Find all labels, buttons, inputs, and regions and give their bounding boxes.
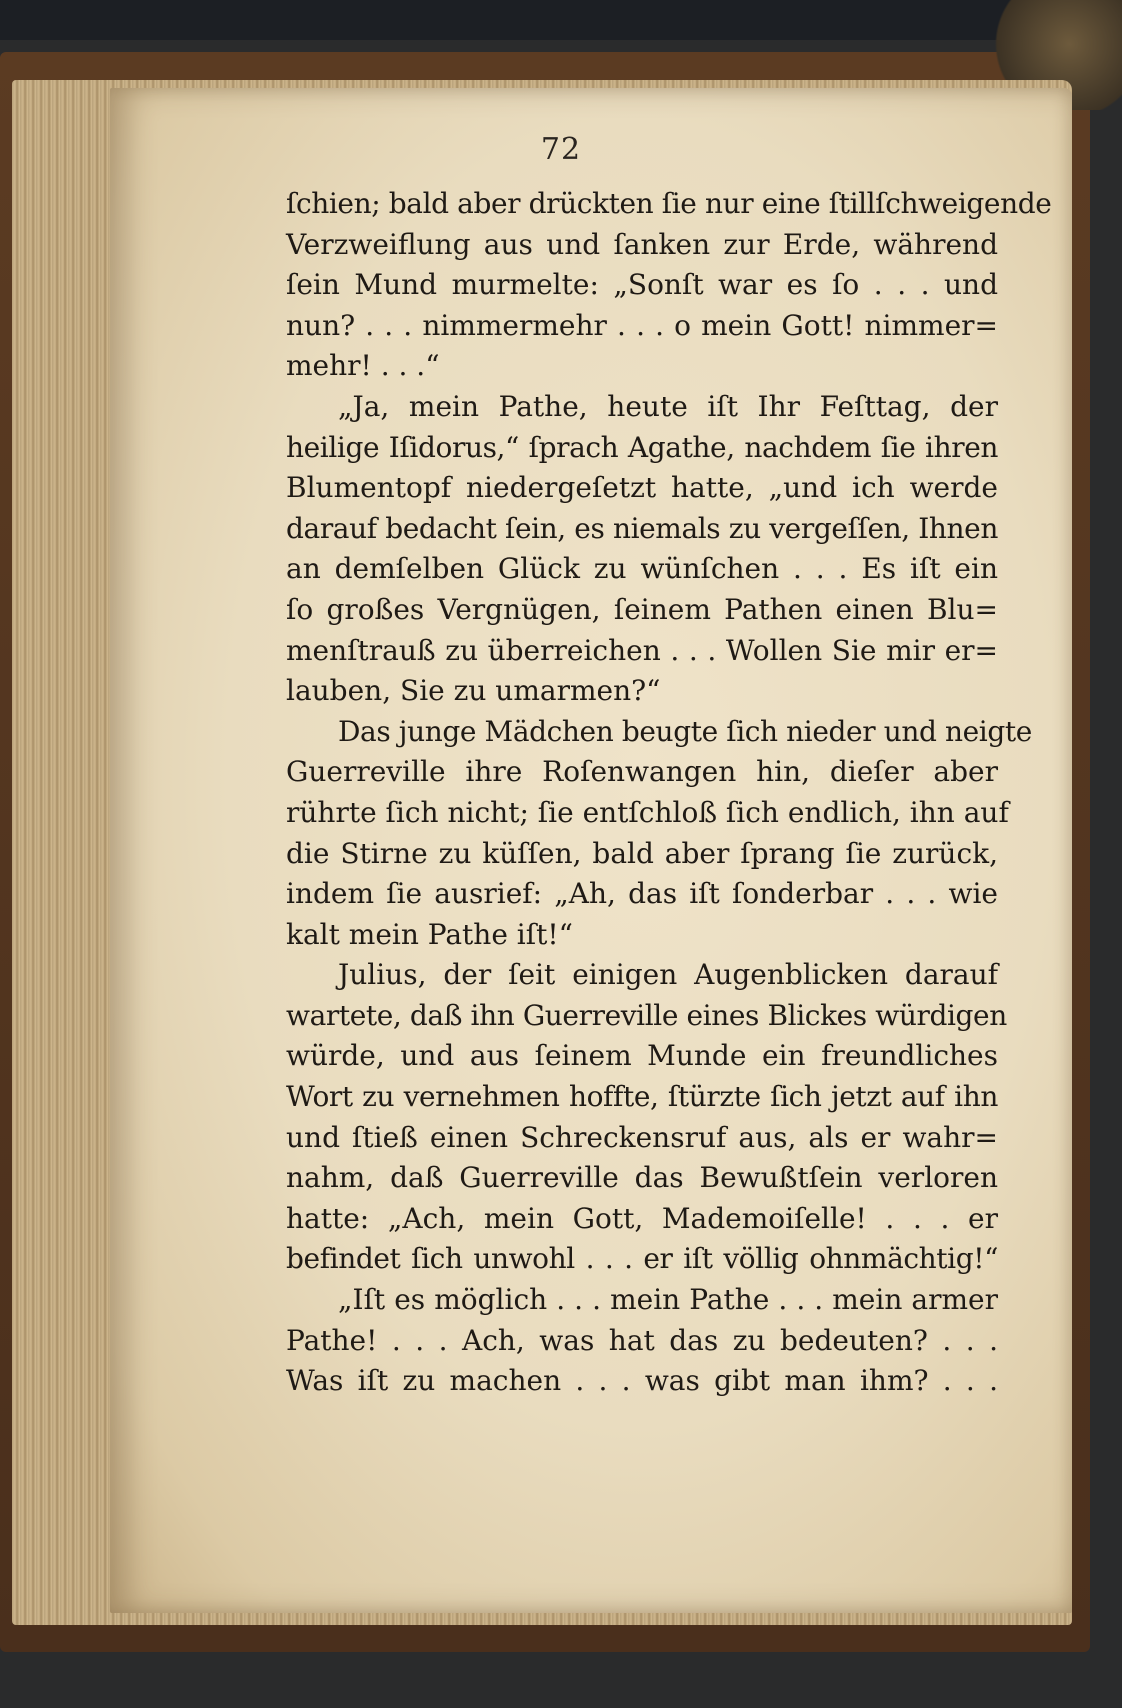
text-line: Das junge Mädchen beugte ſich nieder und neigte	[338, 714, 1032, 748]
text-line: Wort zu vernehmen hoffte, ſtürzte ſich jetzt auf ihn	[286, 1080, 998, 1114]
text-line: nahm, daß Guerreville das Bewußtſein verloren	[286, 1161, 998, 1195]
text-line: rührte ſich nicht; ſie entſchloß ſich endlich, ihn auf	[286, 795, 1009, 829]
text-line: Julius, der ſeit einigen Augenblicken darauf	[338, 958, 998, 992]
text-line: befindet ſich unwohl . . . er iſt völlig ohnmächtig!“	[286, 1242, 998, 1276]
text-line: nun? . . . nimmermehr . . . o mein Gott! nimmer=	[286, 308, 998, 342]
text-line: und ſtieß einen Schreckensruf aus, als er wahr=	[286, 1120, 998, 1154]
text-line: heilige Iſidorus,“ ſprach Agathe, nachdem ſie ihren	[286, 430, 998, 464]
text-line: menſtrauß zu überreichen . . . Wollen Sie mir er=	[286, 633, 998, 667]
text-line: Pathe! . . . Ach, was hat das zu bedeuten? . . .	[286, 1323, 998, 1357]
text-line: darauf bedacht ſein, es niemals zu vergeſſen, Ihnen	[286, 511, 998, 545]
text-line: würde, und aus ſeinem Munde ein freundliches	[286, 1039, 998, 1073]
text-line: kalt mein Pathe iſt!“	[286, 917, 573, 951]
text-line: „Ja, mein Pathe, heute iſt Ihr Feſttag, der	[338, 389, 998, 423]
text-line: ſein Mund murmelte: „Sonſt war es ſo . . . und	[286, 268, 998, 302]
text-line: ſchien; bald aber drückten ſie nur eine ſtillſchweigende	[286, 187, 1052, 220]
text-line: an demſelben Glück zu wünſchen . . . Es iſt ein	[286, 552, 998, 586]
text-line: Was iſt zu machen . . . was gibt man ihm? . . .	[286, 1364, 998, 1398]
text-line: ſo großes Vergnügen, ſeinem Pathen einen Blu=	[286, 592, 998, 626]
text-line: hatte: „Ach, mein Gott, Mademoiſelle! . . . er	[286, 1201, 998, 1235]
text-line: indem ſie ausrief: „Ah, das iſt ſonderbar . . . wie	[286, 877, 998, 911]
text-line: Guerreville ihre Roſenwangen hin, dieſer aber	[286, 755, 998, 789]
text-line: wartete, daß ihn Guerreville eines Blickes würdigen	[286, 998, 1007, 1032]
text-line: lauben, Sie zu umarmen?“	[286, 674, 661, 708]
text-line: mehr! . . .“	[286, 349, 440, 383]
text-line: Verzweiflung aus und ſanken zur Erde, während	[286, 227, 998, 261]
text-line: die Stirne zu küſſen, bald aber ſprang ſie zurück,	[286, 836, 998, 870]
page-number: 72	[540, 132, 582, 167]
text-line: „Iſt es möglich . . . mein Pathe . . . mein armer	[338, 1283, 998, 1317]
page-text	[286, 184, 1052, 1402]
text-line: Blumentopf niedergeſetzt hatte, „und ich werde	[286, 471, 998, 505]
